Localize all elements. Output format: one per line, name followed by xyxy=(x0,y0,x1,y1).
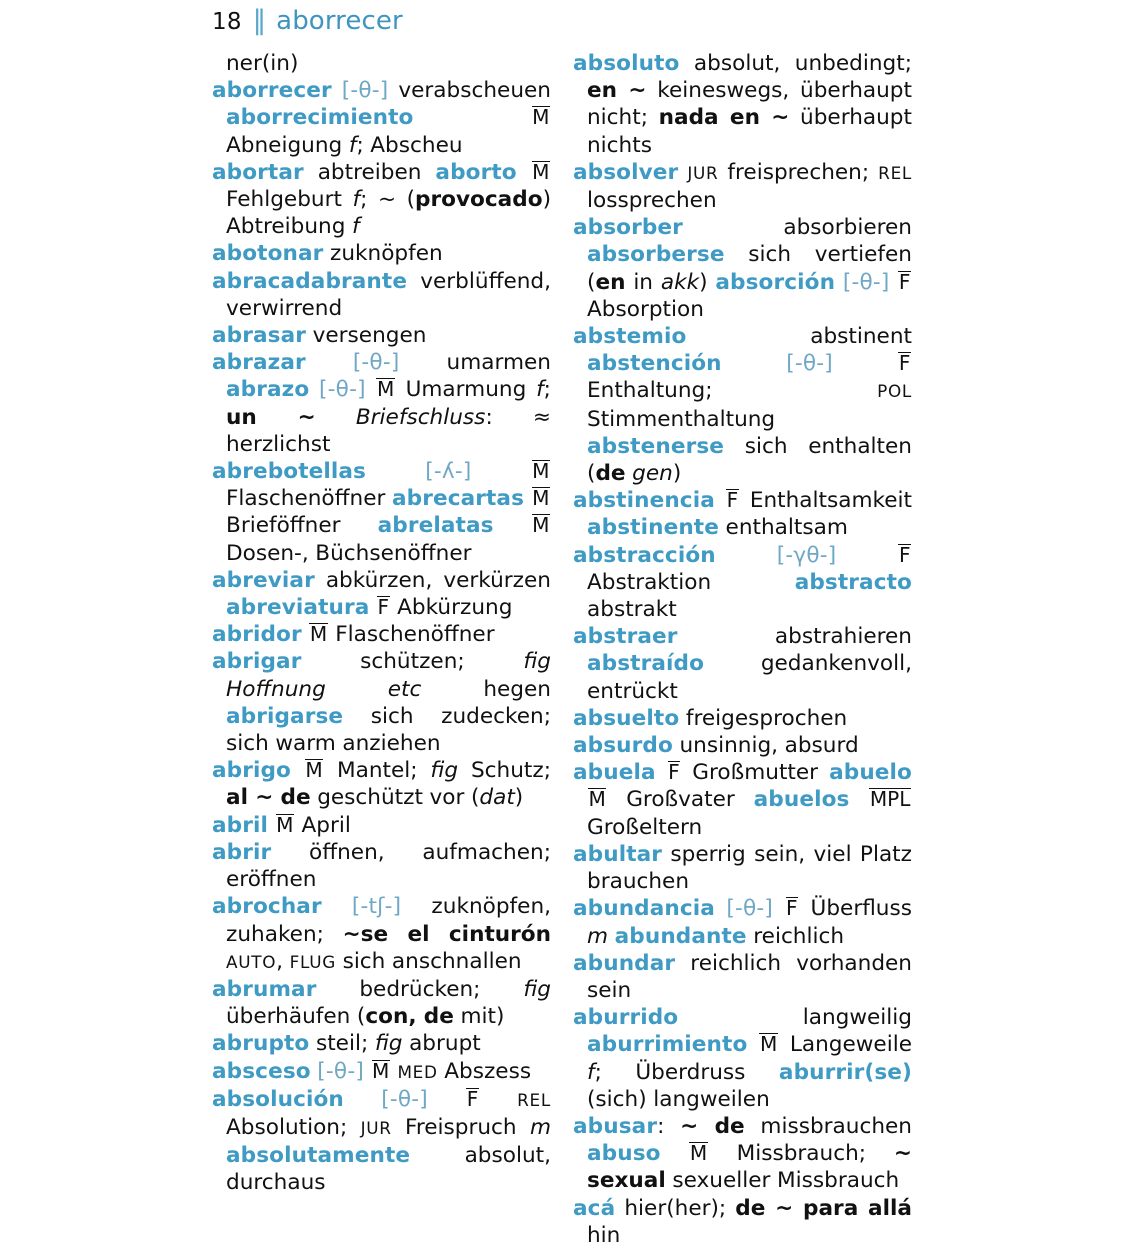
translation: verabscheuen xyxy=(398,78,551,104)
translation: Brieföffner xyxy=(226,513,341,539)
dictionary-entry xyxy=(212,621,551,648)
pronunciation: [-θ-] xyxy=(381,1086,428,1112)
headword[interactable]: abstinente xyxy=(587,515,719,541)
translation: Fehlgeburt xyxy=(226,187,342,213)
translation: missbrauchen xyxy=(760,1113,912,1139)
translation: schützen; xyxy=(360,649,465,675)
translation: unsinnig, absurd xyxy=(679,733,859,759)
gender-italic: f xyxy=(352,214,360,240)
headword[interactable]: abril xyxy=(212,812,268,838)
headword[interactable]: abstracción xyxy=(573,542,716,568)
headword[interactable]: absceso xyxy=(212,1058,311,1084)
translation: absorbieren xyxy=(783,215,912,241)
translation: zuknöpfen, zuhaken; xyxy=(226,894,551,947)
subject-label: JUR xyxy=(360,1117,392,1138)
headword[interactable]: abuelo xyxy=(829,760,912,786)
gender-marker: F xyxy=(898,351,911,376)
gender-marker: F xyxy=(898,542,911,567)
dictionary-entry xyxy=(212,1058,551,1086)
dictionary-entry xyxy=(212,976,551,1030)
headword[interactable]: abrochar xyxy=(212,894,322,920)
headword[interactable]: abrecartas xyxy=(391,486,525,512)
headword[interactable]: aburrido xyxy=(573,1005,679,1031)
translation: Absolution; xyxy=(226,1114,348,1140)
gender-marker: M xyxy=(759,1032,778,1057)
headword[interactable]: abrasar xyxy=(212,323,307,349)
headword[interactable]: absorber xyxy=(573,215,683,241)
translation: steil; xyxy=(315,1031,369,1057)
example-phrase: en ~ xyxy=(587,78,647,104)
headword[interactable]: abrupto xyxy=(212,1031,310,1057)
headword[interactable]: abuso xyxy=(587,1141,661,1167)
gender-marker: MPL xyxy=(869,787,911,812)
translation: sich anschnallen xyxy=(342,948,522,974)
translation: Stimmenthaltung xyxy=(587,406,776,432)
translation: Freispruch xyxy=(405,1114,517,1140)
headword[interactable]: abrigarse xyxy=(226,703,344,729)
headword[interactable]: aborrecer xyxy=(212,78,332,104)
translation: überhaupt nichts xyxy=(587,105,912,158)
headword[interactable]: abridor xyxy=(212,622,302,648)
translation: geschützt vor ( xyxy=(317,785,480,811)
translation: Enthaltung; xyxy=(587,378,713,404)
column-container xyxy=(212,50,912,1248)
translation: sexueller Missbrauch xyxy=(672,1168,900,1194)
headword[interactable]: abrir xyxy=(212,839,272,865)
pronunciation: [-θ-] xyxy=(786,351,833,377)
translation: Flaschenöffner xyxy=(335,622,495,648)
example-phrase: ~ de xyxy=(680,1113,745,1139)
dictionary-entry xyxy=(212,1086,551,1197)
subject-label: REL xyxy=(878,162,912,183)
translation: überhäufen ( xyxy=(226,1004,366,1030)
headword[interactable]: absolver xyxy=(573,159,679,185)
gender-marker: M xyxy=(532,513,550,538)
gender-marker: M xyxy=(532,486,550,511)
translation: hin xyxy=(587,1222,621,1248)
gender-marker: F xyxy=(726,488,739,513)
translation: versengen xyxy=(312,323,427,349)
usage-note: fig Hoffnung etc xyxy=(226,649,551,702)
translation: lossprechen xyxy=(587,188,717,214)
translation: freisprechen; xyxy=(727,159,870,185)
gender-marker: M xyxy=(376,377,395,402)
gender-italic: f xyxy=(587,1059,595,1085)
gender-marker: M xyxy=(588,787,606,812)
gender-marker: M xyxy=(689,1141,708,1166)
dictionary-entry xyxy=(212,757,551,811)
translation: umarmen xyxy=(446,350,551,376)
headword[interactable]: abrumar xyxy=(212,976,317,1002)
translation: abkürzen, verkürzen xyxy=(325,567,551,593)
headword[interactable]: absorberse xyxy=(587,242,725,268)
example-phrase: nada en ~ xyxy=(658,105,790,131)
dictionary-entry xyxy=(573,323,912,487)
gender-italic: f xyxy=(536,377,544,403)
translation: abstrakt xyxy=(587,597,677,623)
example-phrase: un ~ xyxy=(226,404,316,430)
dictionary-entry xyxy=(212,159,551,241)
headword[interactable]: absolución xyxy=(212,1086,344,1112)
example-phrase: ~ sexual xyxy=(587,1141,912,1194)
gender-marker: M xyxy=(532,105,550,130)
translation: ) xyxy=(514,785,524,811)
gender-marker: M xyxy=(372,1058,390,1083)
dictionary-entry xyxy=(212,839,551,893)
translation: sperrig sein, viel Platz brauchen xyxy=(587,841,912,895)
translation: langweilig xyxy=(802,1005,912,1031)
gender-italic: m xyxy=(587,923,609,949)
translation: ; Überdruss xyxy=(594,1059,746,1085)
page-number: 18 xyxy=(212,9,242,35)
translation: freigesprochen xyxy=(685,705,848,731)
usage-note: fig xyxy=(523,976,551,1002)
translation: verblüffend, verwirrend xyxy=(226,268,551,321)
translation: Abszess xyxy=(444,1058,532,1084)
headword[interactable]: abrigar xyxy=(212,649,302,675)
dictionary-entry xyxy=(573,950,912,1004)
headword[interactable]: abstracto xyxy=(794,569,912,595)
pronunciation: [-θ-] xyxy=(352,350,400,376)
translation: Großmutter xyxy=(692,760,819,786)
dictionary-entry xyxy=(573,1113,912,1195)
translation: sich enthalten ( xyxy=(587,433,912,487)
translation: Schutz; xyxy=(470,758,551,784)
gender-marker: M xyxy=(309,622,328,647)
usage-note: fig xyxy=(374,1031,403,1057)
translation: ner(in) xyxy=(226,51,299,76)
translation: abstinent xyxy=(810,324,912,350)
dictionary-entry xyxy=(573,759,912,841)
translation: Umarmung xyxy=(405,377,527,403)
gender-marker: M xyxy=(276,812,294,837)
translation: : xyxy=(657,1113,665,1139)
headword[interactable]: abstinencia xyxy=(573,488,715,514)
translation: sich zudecken; sich warm anziehen xyxy=(226,703,551,757)
gender-marker: M xyxy=(305,758,323,783)
subject-label: POL xyxy=(877,381,912,402)
headword[interactable]: absoluto xyxy=(573,51,680,76)
headword[interactable]: abracadabrante xyxy=(212,268,408,294)
translation: reichlich vorhanden sein xyxy=(587,950,912,1003)
pronunciation: [-θ-] xyxy=(319,377,366,403)
subject-label: REL xyxy=(517,1089,551,1110)
dictionary-entry xyxy=(212,812,551,839)
translation: hegen xyxy=(483,676,551,702)
headword[interactable]: abundar xyxy=(573,950,676,976)
dictionary-entry xyxy=(212,648,551,757)
subject-label: MED xyxy=(397,1061,438,1082)
translation: ; Abscheu xyxy=(356,132,463,158)
translation: Enthaltsamkeit xyxy=(749,488,912,514)
headword[interactable]: abuelos xyxy=(753,787,850,813)
headword[interactable]: absorción xyxy=(715,269,836,295)
headword[interactable]: acá xyxy=(573,1195,616,1221)
dictionary-entry xyxy=(573,1004,912,1113)
translation: reichlich xyxy=(753,923,845,949)
usage-note: akk xyxy=(660,269,700,295)
gender-marker: M xyxy=(532,459,550,484)
headword[interactable]: aburrir(se) xyxy=(778,1059,912,1085)
headword[interactable]: abultar xyxy=(573,841,663,867)
translation: Langeweile xyxy=(789,1032,912,1058)
dictionary-entry xyxy=(573,542,912,624)
headword[interactable]: abstraer xyxy=(573,624,678,650)
translation: ) xyxy=(672,461,682,487)
dictionary-entry xyxy=(212,458,551,567)
translation: absolut, unbedingt; xyxy=(693,51,912,76)
pronunciation: [-ʎ-] xyxy=(425,459,472,485)
translation: Mantel; xyxy=(337,758,418,784)
pronunciation: [-γθ-] xyxy=(776,542,837,568)
translation: Dosen-, Büchsenöffner xyxy=(226,540,472,566)
translation: Überfluss xyxy=(810,896,912,922)
subject-label: JUR xyxy=(687,162,719,183)
right-column xyxy=(573,50,912,1248)
headword[interactable]: abstenerse xyxy=(587,433,725,459)
translation: ; ~ ( xyxy=(360,187,416,213)
gender-italic: f xyxy=(348,132,357,158)
example-phrase: en xyxy=(595,269,626,295)
translation: mit) xyxy=(460,1004,505,1030)
dictionary-entry xyxy=(212,322,551,349)
translation: gedankenvoll, entrückt xyxy=(587,651,912,704)
translation: keineswegs, überhaupt nicht; xyxy=(587,78,912,131)
example-phrase: de ~ para allá xyxy=(735,1195,912,1221)
translation: ; xyxy=(543,377,551,403)
headword[interactable]: abrazar xyxy=(212,350,306,376)
headword[interactable]: absolutamente xyxy=(226,1143,411,1169)
dictionary-entry xyxy=(212,349,551,458)
gender-marker: F xyxy=(898,269,911,294)
headword[interactable]: abundancia xyxy=(573,896,715,922)
headword[interactable]: abreviatura xyxy=(226,595,370,621)
dictionary-entry xyxy=(573,214,912,323)
headword[interactable]: abotonar xyxy=(212,241,324,267)
subject-label: AUTO xyxy=(226,951,277,972)
headword[interactable]: abundante xyxy=(614,923,747,949)
headword[interactable]: aborrecimiento xyxy=(226,105,414,131)
translation: abrupt xyxy=(409,1031,481,1057)
dictionary-entry xyxy=(212,50,551,77)
gender-marker: F xyxy=(668,760,680,785)
dictionary-entry xyxy=(212,567,551,621)
usage-note: dat xyxy=(479,785,515,811)
translation: Großeltern xyxy=(587,814,703,840)
headword[interactable]: aborto xyxy=(435,159,517,185)
headword[interactable]: aburrimiento xyxy=(587,1032,748,1058)
dictionary-entry xyxy=(212,77,551,159)
gender-marker: F xyxy=(377,595,390,620)
example-phrase: con, de xyxy=(365,1004,454,1030)
dictionary-entry xyxy=(573,732,912,759)
translation: ) xyxy=(699,269,708,295)
headword[interactable]: abortar xyxy=(212,159,304,185)
translation: bedrücken; xyxy=(359,976,481,1002)
headword[interactable]: abrigo xyxy=(212,758,291,784)
translation: zuknöpfen xyxy=(330,241,443,267)
translation: : ≈ herzlichst xyxy=(226,404,551,457)
translation: , xyxy=(276,948,284,974)
headword[interactable]: abusar xyxy=(573,1113,658,1139)
usage-note: fig xyxy=(430,758,459,784)
header-separator-icon: ‖ xyxy=(252,5,266,36)
translation: absolut, durchaus xyxy=(226,1143,551,1196)
left-column xyxy=(212,50,551,1196)
gender-italic: f xyxy=(352,187,361,213)
headword[interactable]: abstemio xyxy=(573,324,687,350)
dictionary-entry xyxy=(212,1030,551,1057)
translation: sich vertiefen ( xyxy=(587,242,912,295)
dictionary-entry xyxy=(212,240,551,267)
dictionary-entry xyxy=(212,893,551,976)
translation: abtreiben xyxy=(317,159,422,185)
dictionary-entry xyxy=(573,50,912,159)
translation: Abkürzung xyxy=(397,595,513,621)
example-phrase: de xyxy=(595,461,626,487)
example-phrase: al ~ de xyxy=(226,785,311,811)
translation: in xyxy=(633,269,653,295)
translation: Großvater xyxy=(626,787,735,813)
dictionary-entry xyxy=(573,159,912,214)
translation: Absorption xyxy=(587,296,704,322)
headword[interactable]: abrelatas xyxy=(377,513,494,539)
dictionary-entry xyxy=(212,268,551,322)
dictionary-entry xyxy=(573,895,912,949)
headword[interactable]: abuela xyxy=(573,760,656,786)
dictionary-entry xyxy=(573,841,912,895)
headword[interactable]: absurdo xyxy=(573,733,673,759)
translation: Missbrauch; xyxy=(736,1141,867,1167)
headword[interactable]: abstraído xyxy=(587,651,705,677)
translation: Abneigung xyxy=(226,132,343,158)
example-phrase: ~se el cinturón xyxy=(342,921,551,947)
headword[interactable]: abstención xyxy=(587,351,722,377)
headword[interactable]: abreviar xyxy=(212,567,315,593)
translation: ) Abtreibung xyxy=(226,187,551,240)
running-head-word: aborrecer xyxy=(276,6,403,36)
translation: April xyxy=(301,812,351,838)
translation: Abstraktion xyxy=(587,569,712,595)
translation: enthaltsam xyxy=(725,515,848,541)
translation: Flaschenöffner xyxy=(226,486,386,512)
translation: (sich) langweilen xyxy=(587,1086,770,1112)
gender-italic: m xyxy=(529,1114,551,1140)
pronunciation: [-tʃ-] xyxy=(351,894,402,920)
translation: hier(her); xyxy=(624,1195,727,1221)
pronunciation: [-θ-] xyxy=(317,1058,364,1084)
dictionary-entry xyxy=(573,487,912,541)
headword[interactable]: absuelto xyxy=(573,705,680,731)
pronunciation: [-θ-] xyxy=(341,78,389,104)
pronunciation: [-θ-] xyxy=(726,896,774,922)
translation: abstrahieren xyxy=(774,624,912,650)
usage-note: gen xyxy=(632,461,673,487)
dictionary-entry xyxy=(573,1195,912,1249)
translation: öffnen, aufmachen; eröffnen xyxy=(226,839,551,893)
headword[interactable]: abrebotellas xyxy=(212,459,367,485)
gender-marker: F xyxy=(786,896,798,921)
example-phrase: provocado xyxy=(415,187,543,213)
headword[interactable]: abrazo xyxy=(226,377,310,403)
gender-marker: M xyxy=(532,159,550,184)
subject-label: FLUG xyxy=(289,951,336,972)
usage-note: Briefschluss xyxy=(355,404,486,430)
dictionary-entry xyxy=(573,705,912,732)
dictionary-entry xyxy=(573,623,912,705)
running-head xyxy=(212,6,912,46)
gender-marker: F xyxy=(466,1086,479,1111)
pronunciation: [-θ-] xyxy=(842,269,890,295)
